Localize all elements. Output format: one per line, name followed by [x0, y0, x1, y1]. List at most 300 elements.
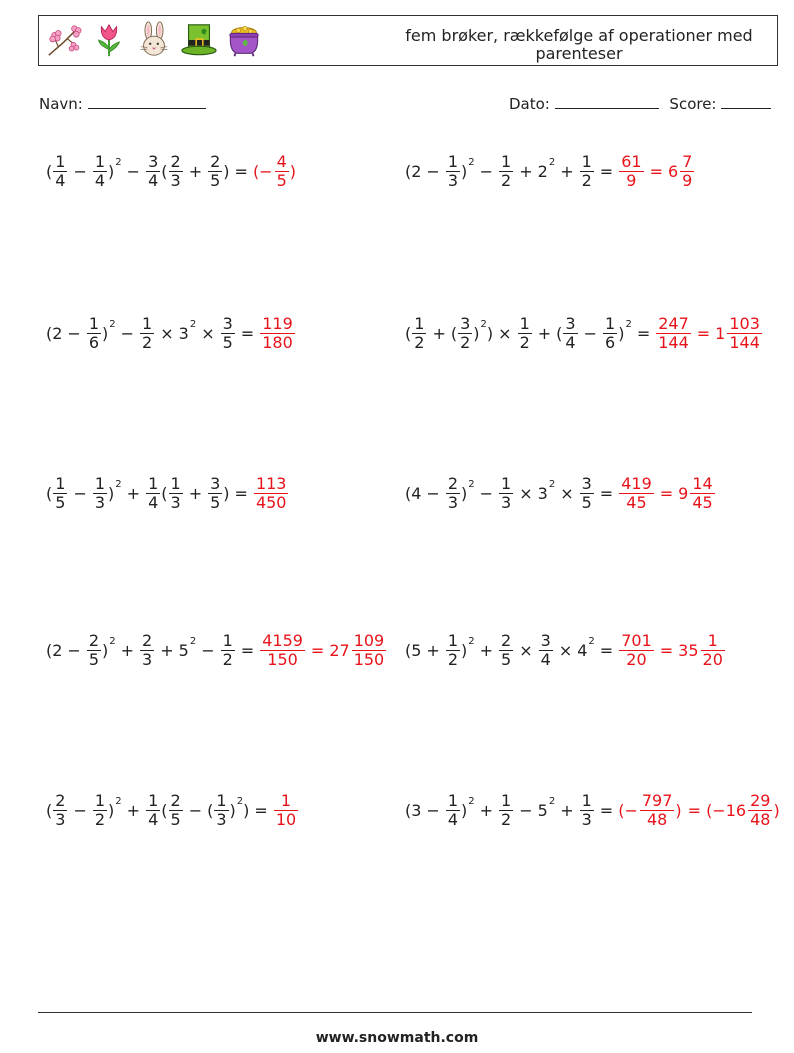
- numerator: 3: [148, 151, 159, 171]
- fraction: [53, 475, 67, 512]
- header-icons: [45, 21, 263, 59]
- numerator: 1: [501, 473, 512, 493]
- fraction: [603, 315, 617, 352]
- fraction: [140, 315, 154, 352]
- numerator: 109: [353, 630, 385, 650]
- denominator: 6: [88, 332, 100, 352]
- numerator: 1: [94, 473, 106, 493]
- denominator: 3: [501, 492, 512, 512]
- numerator: 1: [447, 630, 459, 650]
- fraction: [580, 475, 594, 512]
- numerator: 1: [501, 151, 512, 171]
- answer-fraction: [656, 315, 691, 352]
- answer-equals: =: [310, 640, 325, 660]
- numerator: 119: [262, 313, 293, 333]
- operator: −: [188, 800, 203, 820]
- operator: +: [126, 800, 141, 820]
- numerator: 1: [581, 151, 592, 171]
- denominator: 20: [626, 649, 647, 669]
- expression-text: ): [618, 323, 625, 343]
- answer-fraction: [254, 475, 289, 512]
- expression-text: ): [102, 640, 109, 660]
- answer-text: ): [675, 800, 682, 820]
- expression-text: ): [461, 640, 468, 660]
- exponent: 2: [480, 318, 487, 330]
- footer-url: www.snowmath.com: [315, 1030, 479, 1046]
- operator: =: [234, 483, 248, 503]
- expression-text: ): [108, 161, 115, 181]
- denominator: 180: [262, 332, 293, 352]
- denominator: 2: [222, 649, 233, 669]
- fraction: [221, 632, 235, 669]
- exponent: 2: [548, 795, 556, 807]
- date-label: Dato:: [509, 95, 550, 113]
- name-label: Navn:: [39, 95, 83, 113]
- answer-fraction: [274, 792, 298, 829]
- expression-text: (: [450, 323, 458, 343]
- operator: ×: [498, 323, 512, 343]
- problem-6: [405, 468, 716, 518]
- numerator: 1: [447, 151, 459, 171]
- operator: =: [240, 640, 255, 660]
- numerator: 113: [255, 473, 287, 493]
- fraction: [93, 475, 107, 512]
- denominator: 3: [170, 492, 181, 512]
- numerator: 1: [148, 790, 159, 810]
- denominator: 3: [216, 809, 227, 829]
- denominator: 6: [605, 332, 616, 352]
- denominator: 45: [626, 492, 647, 512]
- answer-fraction: [619, 153, 643, 190]
- expression-text: (: [207, 800, 214, 820]
- expression-text: (: [161, 483, 168, 503]
- fraction: [93, 792, 107, 829]
- numerator: 2: [55, 790, 66, 810]
- denominator: 5: [276, 170, 287, 190]
- answer-fraction: [260, 632, 305, 669]
- operator: +: [160, 640, 174, 660]
- operator: +: [120, 640, 135, 660]
- answer-fraction: [640, 792, 675, 829]
- problem-7: [46, 625, 387, 675]
- exponent: 2: [189, 635, 197, 647]
- numerator: 2: [170, 151, 181, 171]
- fraction: [53, 153, 67, 190]
- answer-equals: =: [687, 800, 702, 820]
- tulip-icon: [90, 21, 128, 59]
- fraction: [518, 315, 532, 352]
- fraction: [458, 315, 472, 352]
- fraction: [169, 153, 183, 190]
- fraction: [169, 475, 183, 512]
- fraction: [169, 792, 183, 829]
- numerator: 3: [222, 313, 233, 333]
- name-blank[interactable]: [88, 94, 206, 109]
- operator: =: [599, 483, 614, 503]
- operator: +: [126, 483, 141, 503]
- numerator: 1: [501, 790, 512, 810]
- header-box: [38, 15, 778, 66]
- operator: =: [234, 161, 248, 181]
- denominator: 2: [581, 170, 592, 190]
- denominator: 10: [275, 809, 297, 829]
- fraction: [563, 315, 577, 352]
- numerator: 2: [447, 473, 459, 493]
- numerator: 3: [460, 313, 471, 333]
- denominator: 5: [55, 492, 66, 512]
- expression-text: (2: [46, 323, 63, 343]
- denominator: 48: [750, 809, 771, 829]
- numerator: 1: [142, 313, 153, 333]
- operator: −: [73, 800, 87, 820]
- numerator: 1: [170, 473, 181, 493]
- fraction: [499, 475, 513, 512]
- operator: =: [599, 800, 614, 820]
- denominator: 2: [142, 332, 153, 352]
- problem-9: [46, 785, 299, 835]
- answer-text: ): [289, 161, 297, 181]
- answer-text: 35: [678, 640, 699, 660]
- expression-text: 3: [178, 323, 189, 343]
- cherry-blossom-icon: [45, 21, 83, 59]
- exponent: 2: [548, 156, 556, 168]
- numerator: 29: [750, 790, 771, 810]
- denominator: 4: [447, 809, 459, 829]
- numerator: 1: [94, 151, 106, 171]
- numerator: 1: [707, 630, 718, 650]
- numerator: 4: [276, 151, 287, 171]
- answer-equals: =: [659, 483, 674, 503]
- operator: −: [426, 800, 440, 820]
- expression-text: (: [46, 483, 53, 503]
- expression-text: (: [161, 161, 168, 181]
- operator: −: [120, 323, 135, 343]
- numerator: 2: [142, 630, 153, 650]
- fraction: [446, 632, 460, 669]
- fraction: [140, 632, 154, 669]
- footer-divider: [38, 1012, 752, 1013]
- operator: −: [126, 161, 141, 181]
- denominator: 9: [682, 170, 693, 190]
- denominator: 20: [702, 649, 723, 669]
- denominator: 3: [447, 492, 459, 512]
- fraction: [87, 315, 101, 352]
- numerator: 7: [682, 151, 693, 171]
- denominator: 4: [148, 170, 159, 190]
- answer-text: (−16: [706, 800, 747, 820]
- answer-text: 9: [678, 483, 689, 503]
- denominator: 4: [148, 492, 159, 512]
- expression-text: ): [108, 483, 115, 503]
- operator: −: [73, 483, 87, 503]
- denominator: 2: [460, 332, 471, 352]
- denominator: 5: [210, 170, 221, 190]
- fraction: [499, 153, 513, 190]
- problem-5: [46, 468, 289, 518]
- exponent: 2: [588, 635, 595, 647]
- answer-fraction: [352, 632, 387, 669]
- fraction: [580, 153, 594, 190]
- operator: −: [67, 323, 81, 343]
- numerator: 2: [210, 151, 221, 171]
- operator: +: [479, 640, 494, 660]
- denominator: 3: [55, 809, 66, 829]
- answer-fraction: [690, 475, 714, 512]
- date-blank[interactable]: [555, 94, 659, 109]
- numerator: 4159: [262, 630, 303, 650]
- numerator: 2: [170, 790, 181, 810]
- numerator: 701: [621, 630, 652, 650]
- denominator: 5: [501, 649, 512, 669]
- name-field[interactable]: [39, 94, 206, 113]
- denominator: 48: [646, 809, 668, 829]
- operator: +: [426, 640, 440, 660]
- numerator: 3: [565, 313, 576, 333]
- fraction: [580, 792, 594, 829]
- answer-equals: =: [659, 640, 674, 660]
- answer-fraction: [701, 632, 725, 669]
- worksheet-title: fem brøker, rækkefølge af operationer med parenteser: [405, 26, 753, 63]
- problem-2: [405, 146, 695, 196]
- denominator: 5: [170, 809, 181, 829]
- expression-text: ): [223, 483, 230, 503]
- operator: −: [426, 161, 440, 181]
- answer-fraction: [727, 315, 762, 352]
- exponent: 2: [115, 156, 122, 168]
- operator: ×: [519, 640, 533, 660]
- problem-10: [405, 785, 781, 835]
- answer-fraction: [260, 315, 295, 352]
- numerator: 1: [148, 473, 159, 493]
- expression-text: ): [486, 323, 494, 343]
- expression-text: 3: [537, 483, 548, 503]
- exponent: 2: [625, 318, 632, 330]
- answer-text: 1: [715, 323, 726, 343]
- expression-text: (2: [46, 640, 63, 660]
- denominator: 4: [94, 170, 106, 190]
- denominator: 5: [88, 649, 100, 669]
- fraction: [214, 792, 228, 829]
- problem-3: [46, 308, 296, 358]
- operator: ×: [558, 640, 573, 660]
- expression-text: (: [161, 800, 168, 820]
- numerator: 103: [729, 313, 760, 333]
- numerator: 1: [88, 313, 100, 333]
- expression-text: ): [243, 800, 250, 820]
- score-blank[interactable]: [721, 94, 771, 109]
- denominator: 144: [729, 332, 760, 352]
- pot-of-gold-icon: [225, 21, 263, 59]
- numerator: 61: [621, 151, 642, 171]
- operator: ×: [519, 483, 533, 503]
- exponent: 2: [468, 156, 475, 168]
- numerator: 1: [519, 313, 530, 333]
- expression-text: 4: [577, 640, 588, 660]
- expression-text: ): [461, 161, 468, 181]
- numerator: 1: [222, 630, 233, 650]
- answer-fraction: [680, 153, 694, 190]
- numerator: 1: [447, 790, 459, 810]
- operator: −: [479, 483, 494, 503]
- operator: +: [432, 323, 446, 343]
- operator: −: [426, 483, 440, 503]
- numerator: 419: [621, 473, 652, 493]
- numerator: 1: [280, 790, 292, 810]
- fraction: [539, 632, 553, 669]
- operator: =: [599, 161, 614, 181]
- numerator: 2: [501, 630, 512, 650]
- operator: −: [73, 161, 87, 181]
- expression-text: (3: [405, 800, 422, 820]
- score-label: Score:: [669, 95, 717, 113]
- denominator: 4: [55, 170, 66, 190]
- denominator: 4: [565, 332, 576, 352]
- denominator: 2: [501, 170, 512, 190]
- answer-text: ): [773, 800, 780, 820]
- expression-text: 5: [537, 800, 548, 820]
- denominator: 2: [501, 809, 512, 829]
- numerator: 3: [540, 630, 551, 650]
- denominator: 2: [519, 332, 530, 352]
- denominator: 45: [692, 492, 713, 512]
- numerator: 1: [94, 790, 106, 810]
- exponent: 2: [189, 318, 197, 330]
- fraction: [412, 315, 426, 352]
- date-score-fields: [509, 94, 771, 113]
- denominator: 4: [148, 809, 159, 829]
- denominator: 144: [658, 332, 689, 352]
- exponent: 2: [115, 795, 122, 807]
- exponent: 2: [468, 478, 475, 490]
- expression-text: ): [102, 323, 109, 343]
- operator: −: [519, 800, 533, 820]
- expression-text: ): [461, 800, 468, 820]
- answer-fraction: [748, 792, 772, 829]
- numerator: 1: [55, 473, 66, 493]
- denominator: 3: [142, 649, 153, 669]
- numerator: 247: [658, 313, 689, 333]
- operator: +: [188, 161, 203, 181]
- operator: −: [201, 640, 215, 660]
- operator: =: [599, 640, 614, 660]
- operator: −: [583, 323, 597, 343]
- denominator: 150: [267, 649, 298, 669]
- numerator: 1: [414, 313, 425, 333]
- fraction: [446, 153, 460, 190]
- answer-text: 6: [667, 161, 679, 181]
- denominator: 5: [581, 492, 592, 512]
- operator: ×: [160, 323, 174, 343]
- fraction: [146, 792, 160, 829]
- operator: +: [537, 323, 552, 343]
- expression-text: (5: [405, 640, 422, 660]
- operator: +: [188, 483, 203, 503]
- numerator: 3: [581, 473, 592, 493]
- fraction: [446, 792, 460, 829]
- fraction: [93, 153, 107, 190]
- expression-text: (: [556, 323, 563, 343]
- bunny-icon: [135, 21, 173, 59]
- problem-4: [405, 308, 763, 358]
- answer-equals: =: [649, 161, 663, 181]
- expression-text: 2: [537, 161, 548, 181]
- operator: ×: [201, 323, 215, 343]
- numerator: 1: [55, 151, 66, 171]
- expression-text: ): [108, 800, 115, 820]
- expression-text: (4: [405, 483, 422, 503]
- denominator: 450: [255, 492, 287, 512]
- expression-text: ): [229, 800, 236, 820]
- numerator: 3: [210, 473, 221, 493]
- operator: +: [519, 161, 533, 181]
- problem-1: [46, 146, 297, 196]
- expression-text: (: [405, 323, 412, 343]
- fraction: [146, 153, 160, 190]
- denominator: 3: [447, 170, 459, 190]
- operator: =: [636, 323, 651, 343]
- answer-text: (−: [252, 161, 273, 181]
- fraction: [446, 475, 460, 512]
- expression-text: (2: [405, 161, 422, 181]
- answer-equals: =: [696, 323, 711, 343]
- expression-text: ): [223, 161, 230, 181]
- fraction: [499, 792, 513, 829]
- denominator: 2: [94, 809, 106, 829]
- fraction: [53, 792, 67, 829]
- leprechaun-hat-icon: [180, 21, 218, 59]
- numerator: 797: [641, 790, 673, 810]
- fraction: [208, 475, 222, 512]
- denominator: 5: [210, 492, 221, 512]
- operator: ×: [560, 483, 574, 503]
- operator: −: [67, 640, 81, 660]
- denominator: 5: [222, 332, 233, 352]
- problem-8: [405, 625, 726, 675]
- numerator: 1: [605, 313, 616, 333]
- denominator: 3: [94, 492, 106, 512]
- fraction: [221, 315, 235, 352]
- operator: +: [560, 800, 574, 820]
- expression-text: (: [46, 800, 53, 820]
- fraction: [146, 475, 160, 512]
- denominator: 150: [353, 649, 385, 669]
- numerator: 1: [581, 790, 592, 810]
- answer-fraction: [275, 153, 289, 190]
- denominator: 3: [581, 809, 592, 829]
- numerator: 14: [692, 473, 713, 493]
- answer-text: (−: [618, 800, 638, 820]
- denominator: 9: [626, 170, 637, 190]
- operator: =: [240, 323, 255, 343]
- exponent: 2: [548, 478, 556, 490]
- fraction: [499, 632, 513, 669]
- expression-text: ): [461, 483, 468, 503]
- answer-fraction: [619, 632, 654, 669]
- numerator: 2: [88, 630, 100, 650]
- answer-fraction: [619, 475, 654, 512]
- expression-text: ): [473, 323, 480, 343]
- operator: +: [560, 161, 574, 181]
- numerator: 1: [216, 790, 227, 810]
- fraction: [208, 153, 222, 190]
- denominator: 4: [540, 649, 551, 669]
- exponent: 2: [115, 478, 122, 490]
- exponent: 2: [468, 635, 475, 647]
- expression-text: 5: [178, 640, 189, 660]
- denominator: 2: [447, 649, 459, 669]
- expression-text: (: [46, 161, 53, 181]
- operator: −: [479, 161, 494, 181]
